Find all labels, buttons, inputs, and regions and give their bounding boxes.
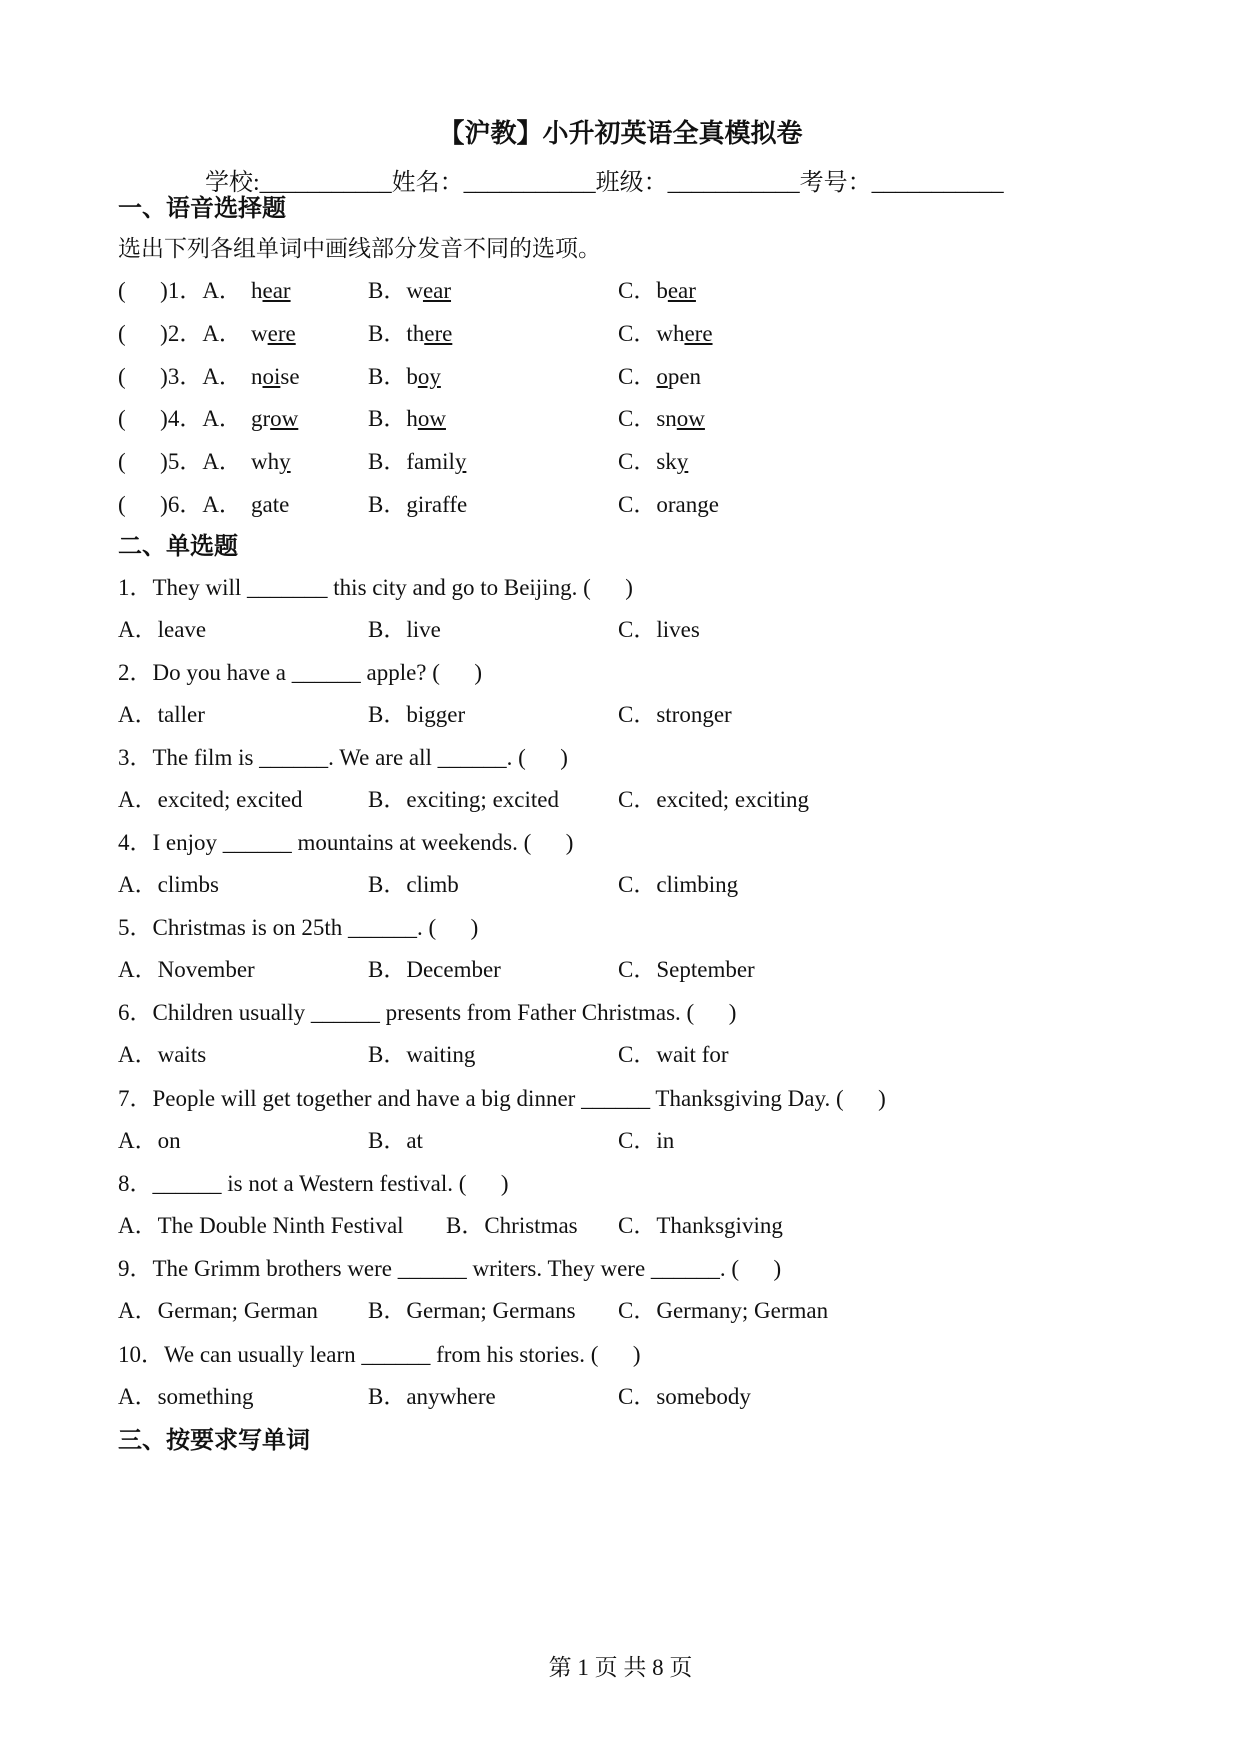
option-c: C．September (618, 957, 755, 982)
question-text: 6．Children usually ______ presents from Father Christmas. ( ) (118, 1000, 737, 1025)
option-a: A．something (118, 1384, 254, 1409)
underlined-part: g (406, 492, 418, 517)
options-row (0, 1123, 1241, 1159)
option-b: B．exciting; excited (368, 787, 559, 812)
question-row (0, 995, 1241, 1031)
option-b: B．German; Germans (368, 1298, 576, 1323)
underlined-part: ear (667, 278, 696, 303)
option-b: B．giraffe (368, 492, 468, 517)
option-a: grow (251, 406, 299, 431)
option-a: A．on (118, 1128, 181, 1153)
options-row (0, 1379, 1241, 1415)
section1-instruction: 选出下列各组单词中画线部分发音不同的选项。 (118, 236, 601, 261)
option-b: B．December (368, 957, 501, 982)
option-b: B．climb (368, 872, 459, 897)
underlined-part: y (279, 449, 291, 474)
option-c: C．wait for (618, 1042, 729, 1067)
option-a: A．climbs (118, 872, 219, 897)
question-row (0, 910, 1241, 946)
question-row (0, 1337, 1241, 1373)
option-b: B．waiting (368, 1042, 476, 1067)
option-a: noise (251, 364, 300, 389)
option-c: C．orange (618, 492, 719, 517)
option-c: C．excited; exciting (618, 787, 809, 812)
phonics-row (0, 273, 1241, 309)
option-b: B．bigger (368, 702, 466, 727)
option-b: B．wear (368, 278, 452, 303)
underlined-part: ow (417, 406, 446, 431)
option-a: A．leave (118, 617, 207, 642)
question-text: 2．Do you have a ______ apple? ( ) (118, 660, 483, 685)
option-c: C．snow (618, 406, 705, 431)
option-c: C．Thanksgiving (618, 1213, 783, 1238)
option-a: A．The Double Ninth Festival (118, 1213, 404, 1238)
phonics-row (0, 444, 1241, 480)
question-row (0, 1166, 1241, 1202)
option-c: C．stronger (618, 702, 732, 727)
question-text: 7．People will get together and have a big dinner ______ Thanksgiving Day. ( ) (118, 1086, 886, 1111)
question-row (0, 570, 1241, 606)
underlined-part: g (697, 492, 709, 517)
question-text: 1．They will _______ this city and go to Beijing. ( ) (118, 575, 633, 600)
option-a: gate (251, 492, 290, 517)
options-row (0, 952, 1241, 988)
question-text: 5．Christmas is on 25th ______. ( ) (118, 915, 479, 940)
options-row (0, 782, 1241, 818)
options-row (0, 1293, 1241, 1329)
question-prefix: ( )3．A． (118, 364, 242, 389)
option-c: C．open (618, 364, 702, 389)
underlined-part: ere (267, 321, 296, 346)
question-text: 8．______ is not a Western festival. ( ) (118, 1171, 509, 1196)
option-b: B．boy (368, 364, 441, 389)
phonics-row (0, 359, 1241, 395)
underlined-part: ear (422, 278, 452, 303)
question-prefix: ( )5．A． (118, 449, 242, 474)
question-text: 3．The film is ______. We are all ______. ( ) (118, 745, 568, 770)
options-row (0, 1037, 1241, 1073)
option-c: C．where (618, 321, 713, 346)
question-prefix: ( )2．A． (118, 321, 242, 346)
option-b: B．there (368, 321, 453, 346)
underlined-part: y (676, 449, 689, 474)
option-a: A．excited; excited (118, 787, 303, 812)
option-b: B．anywhere (368, 1384, 496, 1409)
options-row (0, 697, 1241, 733)
option-c: C．sky (618, 449, 689, 474)
page-title: 【沪教】小升初英语全真模拟卷 (438, 119, 803, 148)
underlined-part: ere (424, 321, 453, 346)
section3-heading: 三、按要求写单词 (118, 1426, 310, 1454)
underlined-part: oy (417, 364, 441, 389)
options-row (0, 612, 1241, 648)
option-c: C．lives (618, 617, 700, 642)
question-row (0, 1251, 1241, 1287)
page-footer: 第 1 页 共 8 页 (548, 1655, 693, 1680)
options-row (0, 1208, 1241, 1244)
section2-heading: 二、单选题 (118, 532, 238, 560)
underlined-part: ow (270, 406, 299, 431)
student-info-line (205, 165, 1004, 201)
option-a: A．November (118, 957, 255, 982)
underlined-part: g (251, 492, 263, 517)
underlined-part: oi (262, 364, 281, 389)
option-c: C．climbing (618, 872, 739, 897)
student-info-text: 学校:___________姓名：___________班级：___________考号：___________ (205, 170, 1004, 196)
option-c: C．somebody (618, 1384, 751, 1409)
option-c: C．in (618, 1128, 675, 1153)
underlined-part: ow (676, 406, 705, 431)
option-a: were (251, 321, 296, 346)
option-a: hear (251, 278, 291, 303)
phonics-row (0, 316, 1241, 352)
question-row (0, 825, 1241, 861)
question-text: 4．I enjoy ______ mountains at weekends. ( ) (118, 830, 574, 855)
option-b: B．how (368, 406, 446, 431)
section1-heading: 一、语音选择题 (118, 194, 286, 222)
question-text: 9．The Grimm brothers were ______ writers. They were ______. ( ) (118, 1256, 782, 1281)
underlined-part: ear (262, 278, 291, 303)
question-prefix: ( )1．A． (118, 278, 242, 303)
question-row (0, 655, 1241, 691)
phonics-row (0, 401, 1241, 437)
options-row (0, 867, 1241, 903)
option-b: B．live (368, 617, 441, 642)
option-b: B．family (368, 449, 467, 474)
option-a: A．German; German (118, 1298, 318, 1323)
underlined-part: o (656, 364, 668, 389)
underlined-part: ere (684, 321, 713, 346)
option-b: B．Christmas (446, 1213, 578, 1238)
question-row (0, 1081, 1241, 1117)
option-a: why (251, 449, 291, 474)
underlined-part: y (454, 449, 467, 474)
option-c: C．Germany; German (618, 1298, 829, 1323)
question-prefix: ( )4．A． (118, 406, 242, 431)
question-row (0, 740, 1241, 776)
phonics-row (0, 487, 1241, 523)
question-text: 10．We can usually learn ______ from his stories. ( ) (118, 1342, 641, 1367)
option-c: C．bear (618, 278, 696, 303)
question-prefix: ( )6．A． (118, 492, 242, 517)
option-a: A．waits (118, 1042, 207, 1067)
option-b: B．at (368, 1128, 423, 1153)
option-a: A．taller (118, 702, 205, 727)
